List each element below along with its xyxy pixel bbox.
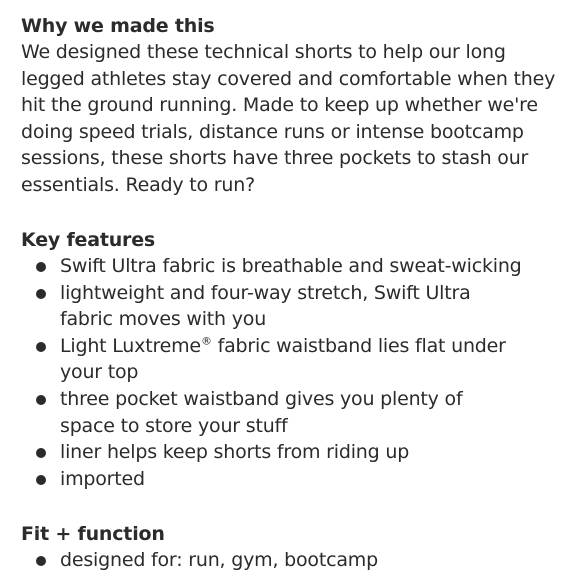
feature-item: three pocket waistband gives you plenty of space to store your stuff: [33, 386, 523, 439]
key-features-title: Key features: [21, 229, 156, 251]
fit-item: designed for: run, gym, bootcamp: [33, 547, 523, 574]
fit-function-title: Fit + function: [21, 523, 165, 545]
why-title: Why we made this: [21, 15, 215, 37]
why-text: We designed these technical shorts to help our long legged athletes stay covered and comfortable when they hit the ground running. Made to keep up whether we're doing speed trials, distance runs or intense bootcamp sessions, these shorts have three pockets to stash our essentials. Ready to run?: [21, 41, 556, 196]
key-features-section: [21, 227, 523, 492]
feature-item: Swift Ultra fabric is breathable and sweat-wicking: [33, 253, 523, 280]
fit-function-list: [0, 547, 523, 574]
feature-item: Light Luxtreme® fabric waistband lies flat under your top: [33, 333, 523, 386]
why-section: [21, 13, 561, 199]
fit-function-section: [21, 521, 523, 574]
feature-item: lightweight and four-way stretch, Swift Ultra fabric moves with you: [33, 280, 523, 333]
key-features-list: [0, 253, 523, 492]
feature-item: liner helps keep shorts from riding up: [33, 439, 523, 466]
feature-item: imported: [33, 466, 523, 493]
registered-mark: ®: [200, 334, 212, 348]
